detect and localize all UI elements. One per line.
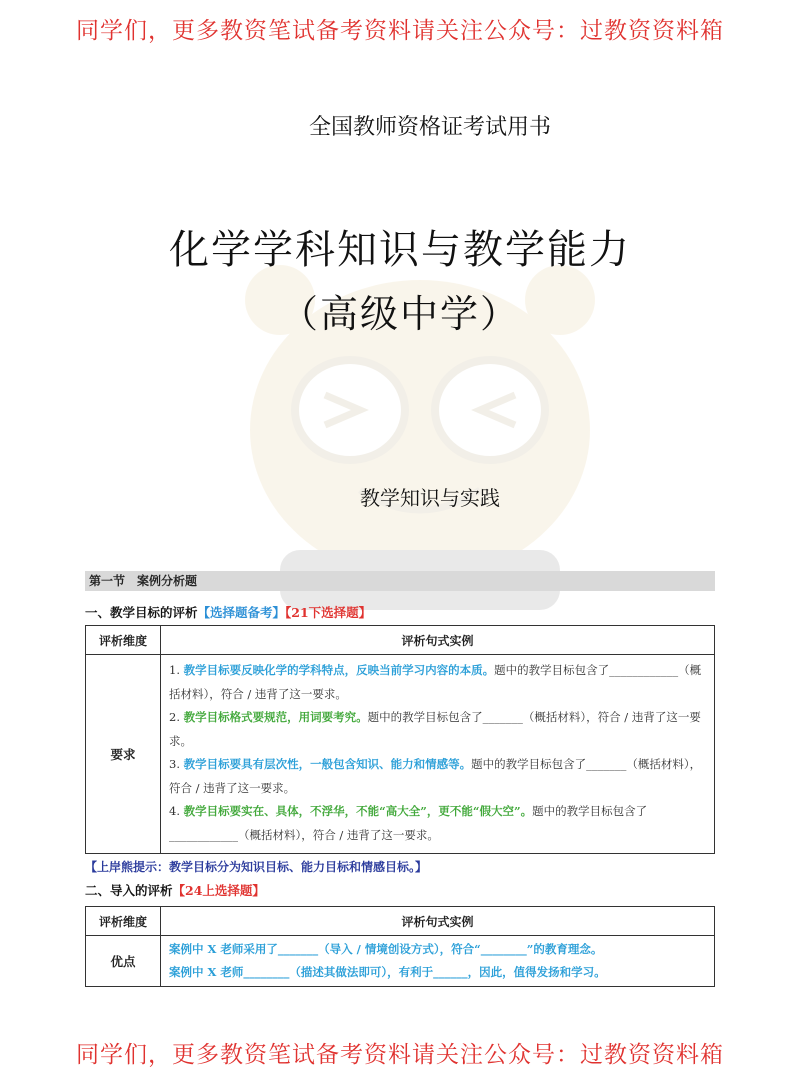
introduction-table xyxy=(85,906,715,987)
bottom-banner: 同学们，更多教资笔试备考资料请关注公众号：过教资资料箱 xyxy=(76,1042,724,1068)
table-cell xyxy=(161,936,715,987)
table-header: 评析维度 xyxy=(86,626,161,655)
list-item: 3. 教学目标要具有层次性，一般包含知识、能力和情感等。题中的教学目标包含了_______（概括材料），符合 / 违背了这一要求。 xyxy=(169,757,702,795)
subsection-label: 二、导入的评析 xyxy=(85,883,173,898)
subsection-heading-1 xyxy=(85,603,371,621)
tag-red: 【21下选择题】 xyxy=(285,605,372,620)
book-title: 化学学科知识与教学能力 xyxy=(169,227,631,273)
tip-note: 【上岸熊提示：教学目标分为知识目标、能力目标和情感目标。】 xyxy=(85,860,428,874)
subsection-label: 一、教学目标的评析 xyxy=(85,605,198,620)
list-item: 2. 教学目标格式要规范，用词要考究。题中的教学目标包含了_______（概括材料），符合 / 违背了这一要求。 xyxy=(169,710,701,748)
tag-blue: 【选择题备考】 xyxy=(197,605,286,620)
table-header: 评析句式实例 xyxy=(161,907,715,936)
list-item: 4. 教学目标要实在、具体，不浮华，不能“高大全”，更不能“假大空”。题中的教学目标包含了____________（概括材料），符合 / 违背了这一要求。 xyxy=(169,804,648,842)
row-label: 要求 xyxy=(86,655,161,854)
book-subtitle: （高级中学） xyxy=(279,292,520,336)
tag-red: 【24上选择题】 xyxy=(172,883,265,898)
table-header: 评析句式实例 xyxy=(161,626,715,655)
list-item: 1. 教学目标要反映化学的学科特点，反映当前学习内容的本质。题中的教学目标包含了____________（概括材料），符合 / 违背了这一要求。 xyxy=(169,663,702,701)
subsection-heading-2 xyxy=(85,881,265,899)
row-label: 优点 xyxy=(86,936,161,987)
top-banner: 同学们，更多教资笔试备考资料请关注公众号：过教资资料箱 xyxy=(76,18,724,44)
table-header: 评析维度 xyxy=(86,907,161,936)
list-item: 案例中 X 老师________（描述其做法即可），有利于______，因此，值得发扬和学习。 xyxy=(169,965,606,979)
list-item: 案例中 X 老师采用了_______（导入 / 情境创设方式），符合“________”的教育理念。 xyxy=(169,942,603,956)
part-title: 教学知识与实践 xyxy=(360,486,500,510)
objectives-table xyxy=(85,625,715,854)
table-cell xyxy=(161,655,715,854)
book-series-title: 全国教师资格证考试用书 xyxy=(308,115,551,140)
section-heading: 第一节 案例分析题 xyxy=(85,571,715,591)
